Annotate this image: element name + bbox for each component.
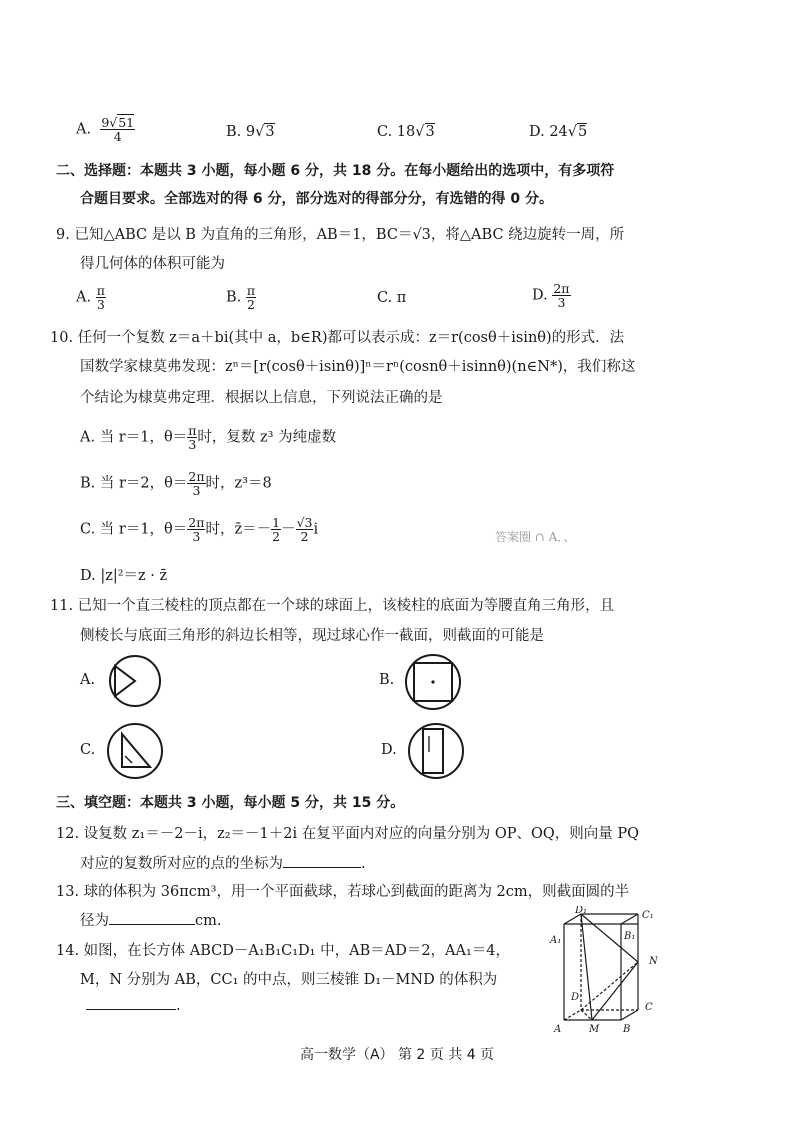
rectangle-shape — [423, 729, 443, 773]
right-triangle-shape — [122, 734, 150, 767]
q10-option-a: A. 当 r＝1，θ＝ $\frac{\pi}{3}$ 时，复数 z³ 为纯虚数 — [80, 423, 337, 453]
label-c1: C₁ — [642, 910, 654, 921]
q13-stem-line1: 13. 球的体积为 36πcm³，用一个平面截球，若球心到截面的距离为 2cm，则截面圆的半 — [56, 884, 630, 900]
q12-stem-line1: 12. 设复数 z₁＝－2－i，z₂＝－1＋2i 在复平面内对应的向量分别为 OP、OQ，则向量 PQ — [56, 826, 640, 842]
section2-heading-line2: 合题目要求。全部选对的得 6 分，部分选对的得部分分，有选错的得 0 分。 — [80, 191, 553, 207]
triangle-shape — [115, 666, 135, 696]
inner-line — [125, 756, 132, 763]
q14-stem-line2: M，N 分别为 AB，CC₁ 的中点，则三棱锥 D₁－MND 的体积为 — [80, 972, 498, 988]
q9-option-b: B. $\frac{\pi}{2}$ — [226, 283, 256, 313]
q11-option-a-label: A. — [80, 672, 96, 688]
label-m: M — [589, 1024, 600, 1035]
label-b1: B₁ — [624, 931, 636, 942]
page-footer: 高一数学（A） 第 2 页 共 4 页 — [299, 1047, 495, 1063]
q10-option-d: D. |z|²＝z · z̄ — [80, 568, 168, 584]
label-a: A — [554, 1024, 562, 1035]
label-c: C — [645, 1002, 653, 1013]
label-b: B — [623, 1024, 631, 1035]
label-a1: A₁ — [550, 935, 562, 946]
q10-stem-line3: 个结论为棣莫弗定理．根据以上信息，下列说法正确的是 — [80, 390, 443, 406]
q10-stem-line1: 10. 任何一个复数 z＝a＋bi(其中 a，b∈R)都可以表示成：z＝r(cosθ＋isinθ)的形式．法 — [50, 330, 625, 346]
q11-option-d-label: D. — [381, 742, 397, 758]
q9-stem-line2: 得几何体的体积可能为 — [80, 256, 225, 272]
q9-option-d: D. $\frac{2\pi}{3}$ — [532, 281, 570, 311]
q9-option-c: C. π — [377, 290, 407, 306]
q10-option-c: C. 当 r＝1，θ＝ $\frac{2\pi}{3}$ 时，z̄＝－ $\frac{1}{2}$ － $\frac{√3}{2}$ i — [80, 515, 319, 545]
q11-option-c-label: C. — [80, 742, 96, 758]
q11-option-b-label: B. — [379, 672, 395, 688]
q10-stem-line2: 国数学家棣莫弗发现：zⁿ＝[r(cosθ＋isinθ)]ⁿ＝rⁿ(cosnθ＋isinnθ)(n∈N*)，我们称这 — [80, 359, 636, 375]
circle-shape — [409, 724, 463, 778]
q11-figure-a — [106, 652, 164, 710]
q11-stem-line1: 11. 已知一个直三棱柱的顶点都在一个球的球面上，该棱柱的底面为等腰直角三角形，且 — [50, 598, 615, 614]
faint-marking: 答案圈 ∩ A．、 — [495, 530, 576, 544]
circle-shape — [108, 724, 162, 778]
q14-cuboid-figure — [545, 906, 670, 1036]
q14-answer-blank[interactable] — [86, 1009, 176, 1010]
q13-answer-blank[interactable] — [109, 924, 195, 925]
q14-stem-line3: . — [86, 998, 181, 1014]
label-n: N — [649, 956, 658, 967]
section2-heading-line1: 二、选择题：本题共 3 小题，每小题 6 分，共 18 分。在每小题给出的选项中，有多项符 — [56, 163, 615, 179]
q11-stem-line2: 侧棱长与底面三角形的斜边长相等，现过球心作一截面，则截面的可能是 — [80, 628, 544, 644]
q8-option-c: C. 18√3 — [377, 124, 435, 140]
label-d1: D₁ — [575, 906, 588, 916]
q12-answer-blank[interactable] — [283, 867, 361, 868]
q13-stem-line2: 径为 cm. — [80, 913, 222, 929]
q9-stem-line1: 9. 已知△ABC 是以 B 为直角的三角形，AB＝1，BC＝√3，将△ABC 绕边旋转一周，所 — [56, 227, 625, 243]
section3-heading: 三、填空题：本题共 3 小题，每小题 5 分，共 15 分。 — [56, 795, 405, 811]
q8-option-b: B. 9√3 — [226, 124, 275, 140]
q12-stem-line2: 对应的复数所对应的点的坐标为 . — [80, 856, 366, 872]
center-dot — [431, 680, 434, 683]
q8-option-d: D. 24√5 — [529, 124, 588, 140]
q8-a-fraction: $\frac{9√51}{4}$ — [101, 115, 135, 145]
label-d: D — [571, 992, 580, 1003]
q11-figure-c — [104, 720, 166, 782]
q8-option-a: A. $\frac{9√51}{4}$ — [76, 115, 135, 145]
q9-option-a: A. $\frac{\pi}{3}$ — [76, 283, 105, 313]
q14-stem-line1: 14. 如图，在长方体 ABCD－A₁B₁C₁D₁ 中，AB＝AD＝2，AA₁＝4， — [56, 943, 511, 959]
q10-option-b: B. 当 r＝2，θ＝ $\frac{2\pi}{3}$ 时，z³＝8 — [80, 469, 272, 499]
q11-figure-b — [402, 652, 464, 712]
q11-figure-d — [405, 720, 467, 782]
